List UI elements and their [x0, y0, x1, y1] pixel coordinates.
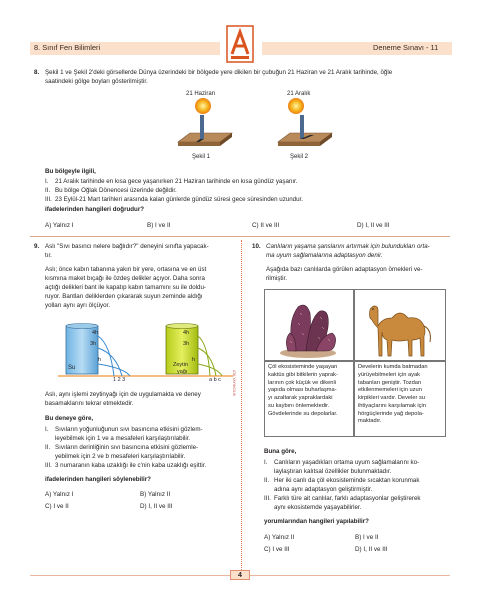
- q9-right-liquid-label-2: yağı: [177, 369, 188, 375]
- q9-right-marks: a b c: [209, 377, 221, 383]
- q10-item1-line2: laylaştıran kalıtsal özellikler bulunmaktadır.: [274, 468, 392, 475]
- q10-item3-line1: Farklı türe ait canlılar, farklı adaptasyonlar geliştirerek: [274, 495, 421, 502]
- q8-item1-roman: I.: [45, 178, 49, 185]
- q9-p1-line3: açtığı delikleri bant ile kapatıp kabın tamamını su ile doldu-: [45, 284, 206, 291]
- q10-right-line5: kirpikleri vardır. Develer su: [358, 395, 426, 401]
- page-number: 4: [230, 570, 250, 580]
- q10-right-line4: etkilenmemeleri için uzun: [358, 387, 422, 394]
- q10-number: 10.: [252, 243, 261, 250]
- q9-item3-roman: III.: [45, 462, 52, 469]
- q10-right-line8: maktadır.: [358, 418, 382, 425]
- q8-option-d[interactable]: D) I, II ve III: [357, 222, 390, 229]
- q8-option-a[interactable]: A) Yalnız I: [45, 222, 74, 229]
- q9-right-3h: 3h: [183, 341, 190, 347]
- q8-fig2-label: Şekil 2: [290, 154, 309, 160]
- q9-right-h: h: [192, 357, 196, 363]
- q10-option-a[interactable]: A) Yalnız II: [264, 534, 295, 541]
- q9-item2-roman: II.: [45, 444, 51, 451]
- q9-lead: Bu deneye göre,: [45, 415, 94, 422]
- q9-option-a[interactable]: A) Yalnız I: [45, 491, 74, 498]
- q10-left-line2: kaktüs gibi bitkilerin yaprak-: [268, 371, 338, 378]
- q9-item3-line1: 3 numaranın kaba uzaklığı ile c'nin kaba uzaklığı eşittir.: [55, 462, 207, 469]
- q10-right-line7: hörgüçlerinde yağ depola-: [358, 410, 424, 417]
- q8-item3-text: 23 Eylül-21 Mart tarihleri arasında kalan günlerde gündüz süresi gece süresinden uzundur.: [55, 196, 303, 203]
- q8-item3-roman: III.: [45, 196, 52, 203]
- q9-item2-line1: Sıvıların derinliğinin sıvı basıncına etkisini gözlemle-: [55, 444, 199, 451]
- header-left-title: 8. Sınıf Fen Bilimleri: [34, 43, 101, 52]
- section-separator: [30, 236, 450, 237]
- q9-question: ifadelerinden hangileri söylenebilir?: [45, 476, 151, 483]
- q10-left-line7: Gövdelerinde su depolarlar.: [268, 410, 338, 417]
- q8-fig1-label: Şekil 1: [192, 154, 211, 160]
- q8-figure2-sun-stick-illustration: [268, 97, 338, 153]
- q10-lead: Buna göre,: [264, 448, 297, 455]
- q8-option-c[interactable]: C) II ve III: [252, 222, 280, 229]
- q9-left-4h: 4h: [92, 330, 99, 336]
- cactus-illustration: [276, 293, 340, 359]
- q10-right-line2: yürüyebilmeleri için ayak: [358, 371, 420, 378]
- q8-question: ifadelerinden hangileri doğrudur?: [45, 206, 145, 213]
- q10-item1-roman: I.: [264, 459, 268, 466]
- q10-left-line6: su kaybını önlemektedir.: [268, 402, 330, 409]
- q9-number: 9.: [34, 243, 40, 250]
- q9-left-h: h: [98, 357, 102, 363]
- q9-item2-line2: yebilmek için 2 ve b mesafeleri karşılaştırılabilir.: [55, 453, 186, 460]
- q8-option-b[interactable]: B) I ve II: [147, 222, 171, 229]
- q9-p1-line4: ruyor. Bantları deliklerden çıkararak suyun zeminde aldığı: [45, 293, 203, 300]
- q10-p1-line2: rilmiştir.: [266, 275, 287, 282]
- q9-liquid-pressure-illustration: [58, 322, 233, 384]
- q9-intro-line2: tır.: [45, 252, 52, 259]
- q10-left-line5: yı azaltarak yapraklardaki: [268, 395, 333, 401]
- q10-option-c[interactable]: C) I ve III: [264, 546, 290, 553]
- q9-option-d[interactable]: D) I, II ve III: [140, 503, 173, 510]
- q10-left-line1: Çöl ekosisteminde yaşayan: [268, 364, 338, 370]
- q9-p2-line1: Aslı, aynı işlemi zeytinyağı için de uygulamakta ve deney: [45, 391, 201, 398]
- q8-item2-text: Bu bölge Oğlak Dönencesi üzerinde değildir.: [55, 187, 177, 194]
- q10-text-cell-right: [354, 361, 446, 437]
- q10-intro-line1: Canlıların yaşama şanslarını artırmak için bulundukları orta-: [266, 243, 430, 250]
- q9-intro-line1: Aslı "Sıvı basıncı nelere bağlıdır?" deneyini sınıfta yapacak-: [45, 243, 209, 250]
- camel-illustration: [362, 296, 440, 358]
- q10-question: yorumlarından hangileri yapılabilir?: [264, 518, 369, 525]
- q9-item1-roman: I.: [45, 426, 49, 433]
- q10-option-b[interactable]: B) I ve II: [355, 534, 379, 541]
- q8-lead: Bu bölgeyle ilgili,: [45, 168, 96, 175]
- q10-right-line1: Develerin kumda batmadan: [358, 364, 428, 370]
- q8-item2-roman: II.: [45, 187, 51, 194]
- q9-right-liquid-label-1: Zeytin: [173, 362, 188, 368]
- publisher-side-text: ATA YAYINCILIK: [232, 370, 236, 397]
- q10-item2-line2: adına aynı adaptasyon geliştirmiştir.: [274, 486, 373, 493]
- header-right-title: Deneme Sınavı - 11: [373, 43, 439, 52]
- q8-figure1-sun-stick-illustration: [168, 97, 238, 153]
- q9-option-b[interactable]: B) Yalnız II: [140, 491, 171, 498]
- q9-left-liquid-label: Su: [68, 365, 76, 371]
- q8-fig2-date: 21 Aralık: [287, 91, 311, 97]
- q9-item1-line2: leyebilmek için 1 ve a mesafeleri karşılaştırılabilir.: [55, 435, 191, 442]
- q9-p1-line5: yolları aynı ayrı ölçüyor.: [45, 302, 110, 309]
- q9-left-3h: 3h: [90, 341, 97, 347]
- q10-item3-line2: aynı ekosistemde yaşayabilirler.: [274, 504, 362, 511]
- q10-item3-roman: III.: [264, 495, 271, 502]
- q8-intro-line2: saatindeki gölge boyları gösterilmiştir.: [45, 78, 148, 85]
- q9-p2-line2: basamaklarını tekrar etmektedir.: [45, 400, 134, 407]
- q9-right-4h: 4h: [183, 330, 190, 336]
- q10-intro-line2: ma uyum sağlamalarına adaptasyon denir.: [266, 252, 383, 259]
- q9-item1-line1: Sıvıların yoğunluğunun sıvı basıncına etkisini gözlem-: [55, 426, 203, 433]
- column-divider: [241, 240, 242, 570]
- q10-option-d[interactable]: D) I, II ve III: [355, 546, 388, 553]
- q10-right-line6: ihtiyaçlarını karşılamak için: [358, 402, 426, 409]
- q10-left-line4: yapıda olması buharlaşma-: [268, 387, 337, 394]
- q9-option-c[interactable]: C) I ve II: [45, 503, 69, 510]
- q8-item1-text: 21 Aralık tarihinde en kısa gece yaşanırken 21 Haziran tarihinde en kısa gündüz yaşanır.: [55, 178, 298, 185]
- q9-p1-line1: Aslı; önce kabın tabanına yakın bir yere, ortasına ve en üst: [45, 266, 207, 273]
- q9-p1-line2: kısmına maket bıçağı ile özdeş delikler açıyor. Daha sonra: [45, 275, 205, 282]
- q8-intro-line1: Şekil 1 ve Şekil 2'deki görsellerde Dünya üzerindeki bir bölgede yere dikilen bir çubuğun 21 Haziran ve 21 Aralık tarihinde, öğle: [45, 69, 393, 76]
- q10-right-line3: tabanları geniştir. Tozdan: [358, 379, 422, 386]
- q8-number: 8.: [34, 69, 40, 76]
- q10-left-line3: larının çok küçük ve dikenli: [268, 379, 336, 386]
- q8-fig1-date: 21 Haziran: [186, 91, 216, 97]
- q10-text-cell-left: [264, 361, 354, 437]
- q10-item1-line1: Canlıların yaşadıkları ortama uyum sağlamalarını ko-: [274, 459, 420, 466]
- q9-left-marks: 1 2 3: [113, 377, 126, 383]
- q10-item2-line1: Her iki canlı da çöl ekosisteminde sıcaktan korunmak: [274, 477, 420, 484]
- q10-p1-line1: Aşağıda bazı canlılarda görülen adaptasyon örnekleri ve-: [266, 266, 423, 273]
- q10-item2-roman: II.: [264, 477, 270, 484]
- publisher-logo: [225, 24, 255, 64]
